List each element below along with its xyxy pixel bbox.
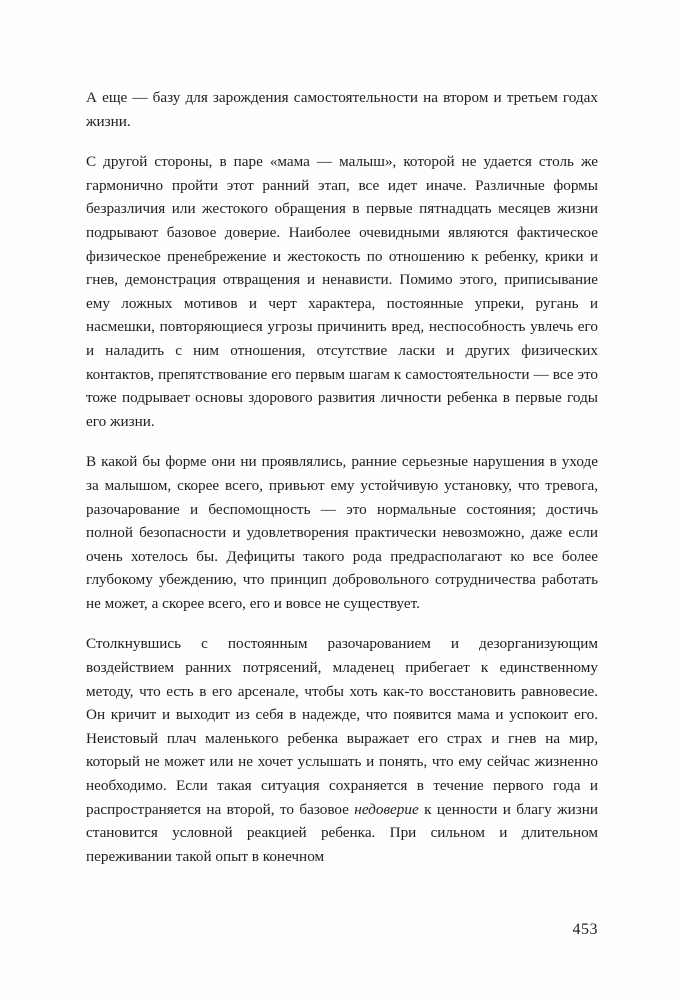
paragraph-4-segment-1: Столкнувшись с постоянным разочарованием и дезорганизующим воздействием ранних потрясений, младенец прибегает к единственному методу, что есть в его арсенале, чтобы хоть как-то восстановить равновесие. Он кричит и выходит из себя в надежде, что появится мама и успокоит его. Неистовый плач маленького ребенка выражает его страх и гнев на мир, который не может или не хочет услышать и понять, что ему сейчас жизненно необходимо. Если такая ситуация сохраняется в течение первого года и распространяется на второй, то базовое (86, 635, 598, 818)
paragraph-4-emphasis: недоверие (354, 800, 419, 818)
paragraph-4 (86, 632, 598, 868)
paragraph-1: А еще — базу для зарождения самостоятельности на втором и третьем годах жизни. (86, 89, 598, 130)
page-body (86, 86, 598, 868)
page-number: 453 (572, 921, 598, 938)
paragraph-2: С другой стороны, в паре «мама — малыш», которой не удается столь же гармонично пройти этот ранний этап, все идет иначе. Различные формы безразличия или жестокого обращения в первые пятнадцать месяцев жизни подрывают базовое доверие. Наиболее очевидными являются фактическое физическое пренебрежение и жестокость по отношению к ребенку, крики и гнев, демонстрация отвращения и ненависти. Помимо этого, приписывание ему ложных мотивов и черт характера, постоянные упреки, ругань и насмешки, повторяющиеся угрозы причинить вред, неспособность увлечь его и наладить с ним отношения, отсутствие ласки и других физических контактов, препятствование его первым шагам к самостоятельности — все это тоже подрывает основы здорового развития личности ребенка в первые годы его жизни. (86, 153, 598, 430)
paragraph-3: В какой бы форме они ни проявлялись, ранние серьезные нарушения в уходе за малышом, скорее всего, привьют ему устойчивую установку, что тревога, разочарование и беспомощность — это нормальные состояния; достичь полной безопасности и удовлетворения практически невозможно, даже если очень хотелось бы. Дефициты такого рода предрасполагают ко все более глубокому убеждению, что принцип добровольного сотрудничества работать не может, а скорее всего, его и вовсе не существует. (86, 453, 598, 612)
paragraph-4-segment-3: к ценности и благу жизни становится условной реакцией ребенка. При сильном и длительном переживании такой опыт в конечном (86, 800, 598, 865)
